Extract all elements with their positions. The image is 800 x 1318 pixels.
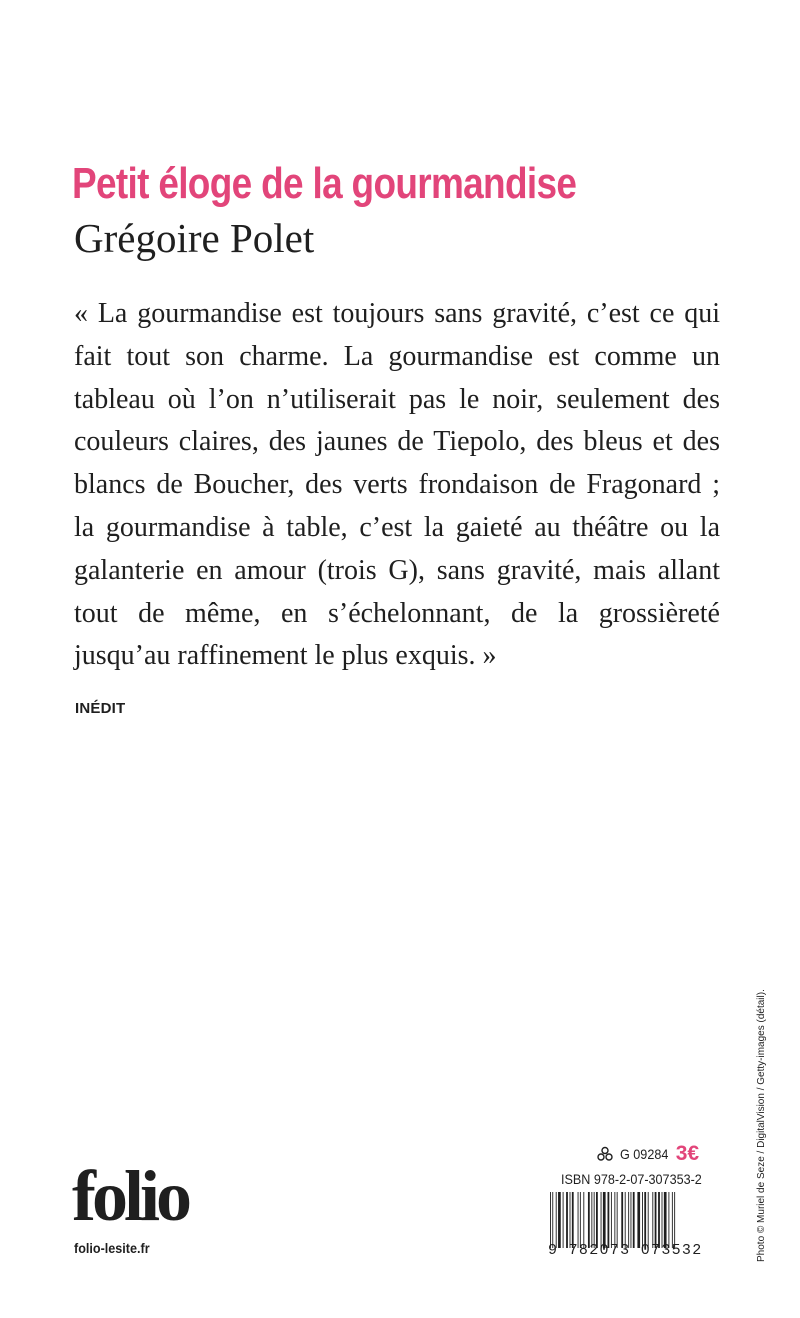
blurb-line: couleurs claires, des jaunes de Tiepolo, des bleus et des [74, 426, 720, 458]
book-title: Petit éloge de la gourmandise [72, 159, 577, 208]
publisher-site-link[interactable]: folio-lesite.fr [74, 1240, 150, 1256]
blurb-line: tableau où l’on n’utiliserait pas le noir, seulement des [74, 383, 720, 415]
blurb-quote [74, 293, 720, 678]
photo-credit: Photo © Muriel de Seze / DigitalVision / Getty-images (détail). [756, 989, 767, 1262]
blurb-line: tout de même, en s’échelonnant, de la grossièreté [74, 597, 720, 629]
price-row [596, 1141, 756, 1167]
barcode-digits: 9 782073 073532 [548, 1242, 703, 1259]
isbn: ISBN 978-2-07-307353-2 [561, 1171, 702, 1187]
book-author: Grégoire Polet [74, 215, 315, 261]
price: 3€ [675, 1142, 700, 1165]
price-code: G 09284 [620, 1146, 669, 1162]
blurb-line: la gourmandise à table, c’est la gaieté au théâtre ou la [74, 511, 720, 543]
folio-logo: folio [72, 1156, 188, 1236]
blurb-line: blancs de Boucher, des verts frondaison de Fragonard ; [74, 469, 720, 501]
barcode [548, 1192, 726, 1264]
unpublished-tag: INÉDIT [75, 700, 126, 717]
blurb-line: fait tout son charme. La gourmandise est comme un [74, 340, 720, 372]
barcode-bars [548, 1192, 726, 1248]
blurb-line: « La gourmandise est toujours sans gravité, c’est ce qui [74, 298, 720, 329]
blurb-line: galanterie en amour (trois G), sans gravité, mais allant [74, 554, 720, 586]
folio-price-symbol-icon [596, 1145, 614, 1163]
blurb-line: jusqu’au raffinement le plus exquis. » [74, 640, 497, 672]
